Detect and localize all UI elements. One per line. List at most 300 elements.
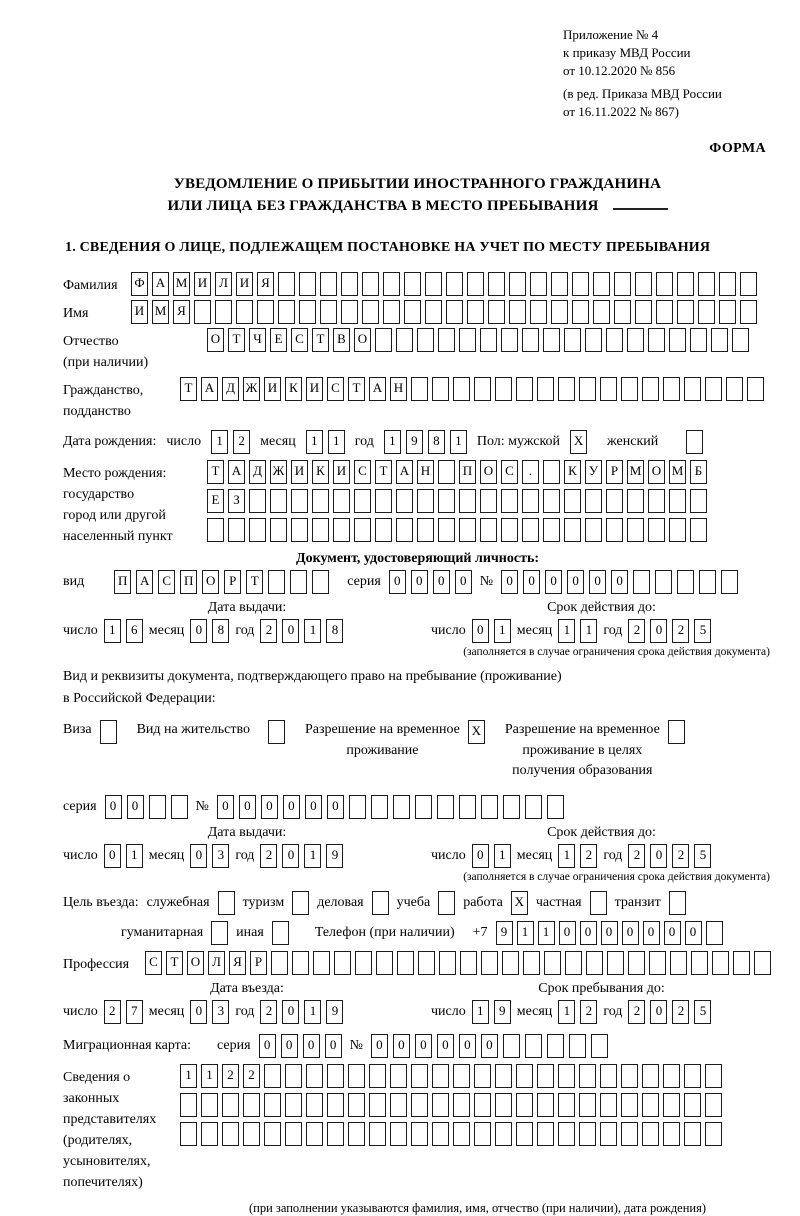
- char-cell[interactable]: 0: [282, 619, 299, 643]
- char-cell[interactable]: [558, 377, 575, 401]
- char-cell[interactable]: [432, 1093, 449, 1117]
- char-cell[interactable]: 2: [260, 844, 277, 868]
- char-cell[interactable]: [390, 1064, 407, 1088]
- char-cell[interactable]: [327, 1064, 344, 1088]
- char-cell[interactable]: [480, 489, 497, 513]
- char-cell[interactable]: 0: [415, 1034, 432, 1058]
- char-cell[interactable]: 2: [104, 1000, 121, 1024]
- char-cell[interactable]: [530, 272, 547, 296]
- char-cell[interactable]: Т: [166, 951, 183, 975]
- char-cell[interactable]: [686, 430, 703, 454]
- char-cell[interactable]: Д: [222, 377, 239, 401]
- char-cell[interactable]: О: [480, 460, 497, 484]
- char-cell[interactable]: [642, 1093, 659, 1117]
- char-cell[interactable]: [488, 272, 505, 296]
- char-cell[interactable]: [228, 518, 245, 542]
- char-cell[interactable]: [509, 300, 526, 324]
- char-cell[interactable]: [705, 1093, 722, 1117]
- char-cell[interactable]: О: [207, 328, 224, 352]
- char-cell[interactable]: 1: [384, 430, 401, 454]
- char-cell[interactable]: [327, 1122, 344, 1146]
- char-cell[interactable]: [333, 489, 350, 513]
- char-cell[interactable]: [648, 489, 665, 513]
- char-cell[interactable]: И: [194, 272, 211, 296]
- char-cell[interactable]: [397, 951, 414, 975]
- char-cell[interactable]: М: [173, 272, 190, 296]
- char-cell[interactable]: [371, 795, 388, 819]
- char-cell[interactable]: 1: [304, 844, 321, 868]
- char-cell[interactable]: [522, 489, 539, 513]
- char-cell[interactable]: [669, 891, 686, 915]
- char-cell[interactable]: [698, 300, 715, 324]
- char-cell[interactable]: [642, 377, 659, 401]
- char-cell[interactable]: [459, 795, 476, 819]
- char-cell[interactable]: [585, 328, 602, 352]
- char-cell[interactable]: К: [312, 460, 329, 484]
- char-cell[interactable]: 0: [327, 795, 344, 819]
- char-cell[interactable]: [417, 328, 434, 352]
- char-cell[interactable]: [390, 1093, 407, 1117]
- char-cell[interactable]: 1: [306, 430, 323, 454]
- char-cell[interactable]: К: [564, 460, 581, 484]
- char-cell[interactable]: П: [180, 570, 197, 594]
- char-cell[interactable]: 2: [628, 1000, 645, 1024]
- char-cell[interactable]: М: [627, 460, 644, 484]
- char-cell[interactable]: 2: [222, 1064, 239, 1088]
- char-cell[interactable]: [180, 1093, 197, 1117]
- char-cell[interactable]: [635, 300, 652, 324]
- char-cell[interactable]: Е: [207, 489, 224, 513]
- char-cell[interactable]: [543, 489, 560, 513]
- char-cell[interactable]: П: [459, 460, 476, 484]
- char-cell[interactable]: [691, 951, 708, 975]
- char-cell[interactable]: [243, 1093, 260, 1117]
- char-cell[interactable]: 0: [481, 1034, 498, 1058]
- char-cell[interactable]: 0: [259, 1034, 276, 1058]
- char-cell[interactable]: [719, 300, 736, 324]
- char-cell[interactable]: [677, 570, 694, 594]
- char-cell[interactable]: [621, 377, 638, 401]
- char-cell[interactable]: [446, 300, 463, 324]
- char-cell[interactable]: [354, 518, 371, 542]
- char-cell[interactable]: [747, 377, 764, 401]
- char-cell[interactable]: [525, 795, 542, 819]
- char-cell[interactable]: [600, 1064, 617, 1088]
- char-cell[interactable]: [503, 1034, 520, 1058]
- char-cell[interactable]: [516, 377, 533, 401]
- char-cell[interactable]: 1: [328, 430, 345, 454]
- char-cell[interactable]: 1: [580, 619, 597, 643]
- char-cell[interactable]: [564, 518, 581, 542]
- char-cell[interactable]: [564, 489, 581, 513]
- char-cell[interactable]: [355, 951, 372, 975]
- char-cell[interactable]: 0: [281, 1034, 298, 1058]
- char-cell[interactable]: [705, 377, 722, 401]
- char-cell[interactable]: [614, 300, 631, 324]
- char-cell[interactable]: [677, 300, 694, 324]
- char-cell[interactable]: 9: [496, 921, 513, 945]
- char-cell[interactable]: [495, 1064, 512, 1088]
- char-cell[interactable]: 1: [494, 844, 511, 868]
- char-cell[interactable]: [278, 300, 295, 324]
- char-cell[interactable]: [649, 951, 666, 975]
- char-cell[interactable]: Т: [228, 328, 245, 352]
- char-cell[interactable]: 0: [305, 795, 322, 819]
- char-cell[interactable]: [415, 795, 432, 819]
- char-cell[interactable]: [320, 272, 337, 296]
- char-cell[interactable]: М: [669, 460, 686, 484]
- char-cell[interactable]: [264, 1093, 281, 1117]
- char-cell[interactable]: X: [468, 720, 485, 744]
- char-cell[interactable]: [501, 518, 518, 542]
- char-cell[interactable]: И: [306, 377, 323, 401]
- char-cell[interactable]: [690, 489, 707, 513]
- char-cell[interactable]: [312, 518, 329, 542]
- char-cell[interactable]: 0: [567, 570, 584, 594]
- char-cell[interactable]: О: [187, 951, 204, 975]
- char-cell[interactable]: Т: [180, 377, 197, 401]
- char-cell[interactable]: [467, 272, 484, 296]
- char-cell[interactable]: А: [201, 377, 218, 401]
- char-cell[interactable]: 0: [664, 921, 681, 945]
- char-cell[interactable]: О: [202, 570, 219, 594]
- char-cell[interactable]: [333, 518, 350, 542]
- char-cell[interactable]: [396, 489, 413, 513]
- char-cell[interactable]: 0: [393, 1034, 410, 1058]
- char-cell[interactable]: О: [354, 328, 371, 352]
- char-cell[interactable]: 0: [371, 1034, 388, 1058]
- char-cell[interactable]: [404, 272, 421, 296]
- char-cell[interactable]: [285, 1064, 302, 1088]
- char-cell[interactable]: [459, 518, 476, 542]
- char-cell[interactable]: [501, 489, 518, 513]
- char-cell[interactable]: [593, 300, 610, 324]
- char-cell[interactable]: [417, 518, 434, 542]
- char-cell[interactable]: Я: [229, 951, 246, 975]
- char-cell[interactable]: [537, 1122, 554, 1146]
- char-cell[interactable]: [292, 951, 309, 975]
- char-cell[interactable]: [712, 951, 729, 975]
- char-cell[interactable]: Я: [257, 272, 274, 296]
- char-cell[interactable]: [249, 518, 266, 542]
- char-cell[interactable]: [207, 518, 224, 542]
- char-cell[interactable]: [453, 377, 470, 401]
- char-cell[interactable]: 1: [472, 1000, 489, 1024]
- char-cell[interactable]: А: [396, 460, 413, 484]
- char-cell[interactable]: С: [158, 570, 175, 594]
- char-cell[interactable]: [299, 272, 316, 296]
- char-cell[interactable]: С: [145, 951, 162, 975]
- char-cell[interactable]: [600, 1093, 617, 1117]
- char-cell[interactable]: В: [333, 328, 350, 352]
- char-cell[interactable]: X: [570, 430, 587, 454]
- char-cell[interactable]: [201, 1093, 218, 1117]
- char-cell[interactable]: 0: [455, 570, 472, 594]
- char-cell[interactable]: 5: [694, 619, 711, 643]
- char-cell[interactable]: [375, 518, 392, 542]
- char-cell[interactable]: [547, 795, 564, 819]
- char-cell[interactable]: 0: [545, 570, 562, 594]
- char-cell[interactable]: [437, 795, 454, 819]
- char-cell[interactable]: [579, 1093, 596, 1117]
- char-cell[interactable]: [635, 272, 652, 296]
- char-cell[interactable]: [516, 1093, 533, 1117]
- char-cell[interactable]: [271, 951, 288, 975]
- char-cell[interactable]: 0: [283, 795, 300, 819]
- char-cell[interactable]: 0: [282, 1000, 299, 1024]
- char-cell[interactable]: [149, 795, 166, 819]
- char-cell[interactable]: [711, 328, 728, 352]
- char-cell[interactable]: [690, 518, 707, 542]
- char-cell[interactable]: 0: [580, 921, 597, 945]
- char-cell[interactable]: [411, 1093, 428, 1117]
- char-cell[interactable]: 9: [406, 430, 423, 454]
- char-cell[interactable]: [572, 272, 589, 296]
- char-cell[interactable]: [438, 518, 455, 542]
- char-cell[interactable]: [627, 518, 644, 542]
- char-cell[interactable]: 0: [190, 1000, 207, 1024]
- char-cell[interactable]: [543, 328, 560, 352]
- char-cell[interactable]: [721, 570, 738, 594]
- char-cell[interactable]: [677, 272, 694, 296]
- char-cell[interactable]: [341, 300, 358, 324]
- char-cell[interactable]: [270, 489, 287, 513]
- char-cell[interactable]: [705, 1122, 722, 1146]
- char-cell[interactable]: [585, 518, 602, 542]
- char-cell[interactable]: [375, 489, 392, 513]
- char-cell[interactable]: [480, 328, 497, 352]
- char-cell[interactable]: [614, 272, 631, 296]
- char-cell[interactable]: [523, 951, 540, 975]
- char-cell[interactable]: 0: [104, 844, 121, 868]
- char-cell[interactable]: 8: [212, 619, 229, 643]
- char-cell[interactable]: 0: [411, 570, 428, 594]
- char-cell[interactable]: [509, 272, 526, 296]
- char-cell[interactable]: 2: [580, 844, 597, 868]
- char-cell[interactable]: [418, 951, 435, 975]
- char-cell[interactable]: [732, 328, 749, 352]
- char-cell[interactable]: .: [522, 460, 539, 484]
- char-cell[interactable]: [606, 489, 623, 513]
- char-cell[interactable]: [655, 570, 672, 594]
- char-cell[interactable]: [383, 300, 400, 324]
- char-cell[interactable]: 1: [201, 1064, 218, 1088]
- char-cell[interactable]: [383, 272, 400, 296]
- char-cell[interactable]: Ч: [249, 328, 266, 352]
- char-cell[interactable]: И: [264, 377, 281, 401]
- char-cell[interactable]: [396, 518, 413, 542]
- char-cell[interactable]: [446, 272, 463, 296]
- char-cell[interactable]: [327, 1093, 344, 1117]
- char-cell[interactable]: [547, 1034, 564, 1058]
- char-cell[interactable]: [369, 1122, 386, 1146]
- char-cell[interactable]: [270, 518, 287, 542]
- char-cell[interactable]: И: [236, 272, 253, 296]
- char-cell[interactable]: [474, 1064, 491, 1088]
- char-cell[interactable]: 2: [260, 619, 277, 643]
- char-cell[interactable]: 1: [304, 1000, 321, 1024]
- char-cell[interactable]: [642, 1064, 659, 1088]
- char-cell[interactable]: 0: [601, 921, 618, 945]
- char-cell[interactable]: [670, 951, 687, 975]
- char-cell[interactable]: 0: [643, 921, 660, 945]
- char-cell[interactable]: [503, 795, 520, 819]
- char-cell[interactable]: [291, 518, 308, 542]
- char-cell[interactable]: 1: [558, 844, 575, 868]
- char-cell[interactable]: 0: [105, 795, 122, 819]
- char-cell[interactable]: [474, 1093, 491, 1117]
- char-cell[interactable]: Р: [224, 570, 241, 594]
- char-cell[interactable]: Л: [208, 951, 225, 975]
- char-cell[interactable]: [495, 1122, 512, 1146]
- char-cell[interactable]: [606, 518, 623, 542]
- char-cell[interactable]: 0: [282, 844, 299, 868]
- char-cell[interactable]: 2: [672, 844, 689, 868]
- char-cell[interactable]: [474, 377, 491, 401]
- char-cell[interactable]: [313, 951, 330, 975]
- char-cell[interactable]: 1: [304, 619, 321, 643]
- char-cell[interactable]: [362, 272, 379, 296]
- char-cell[interactable]: 0: [389, 570, 406, 594]
- char-cell[interactable]: 2: [580, 1000, 597, 1024]
- char-cell[interactable]: С: [291, 328, 308, 352]
- char-cell[interactable]: 2: [233, 430, 250, 454]
- char-cell[interactable]: У: [585, 460, 602, 484]
- char-cell[interactable]: [502, 951, 519, 975]
- char-cell[interactable]: 0: [523, 570, 540, 594]
- char-cell[interactable]: С: [501, 460, 518, 484]
- char-cell[interactable]: [481, 795, 498, 819]
- char-cell[interactable]: [579, 1122, 596, 1146]
- char-cell[interactable]: [579, 377, 596, 401]
- char-cell[interactable]: [439, 951, 456, 975]
- char-cell[interactable]: [425, 272, 442, 296]
- char-cell[interactable]: [417, 489, 434, 513]
- char-cell[interactable]: [593, 272, 610, 296]
- char-cell[interactable]: [656, 272, 673, 296]
- char-cell[interactable]: [278, 272, 295, 296]
- char-cell[interactable]: 8: [326, 619, 343, 643]
- char-cell[interactable]: 0: [433, 570, 450, 594]
- char-cell[interactable]: 0: [459, 1034, 476, 1058]
- char-cell[interactable]: [537, 1064, 554, 1088]
- char-cell[interactable]: 0: [611, 570, 628, 594]
- char-cell[interactable]: [627, 328, 644, 352]
- char-cell[interactable]: С: [354, 460, 371, 484]
- char-cell[interactable]: [565, 951, 582, 975]
- char-cell[interactable]: [268, 570, 285, 594]
- char-cell[interactable]: 2: [628, 619, 645, 643]
- char-cell[interactable]: 1: [558, 619, 575, 643]
- char-cell[interactable]: Н: [417, 460, 434, 484]
- char-cell[interactable]: [684, 1122, 701, 1146]
- char-cell[interactable]: [306, 1122, 323, 1146]
- char-cell[interactable]: [390, 1122, 407, 1146]
- char-cell[interactable]: [663, 1093, 680, 1117]
- char-cell[interactable]: 0: [217, 795, 234, 819]
- char-cell[interactable]: [600, 377, 617, 401]
- char-cell[interactable]: [320, 300, 337, 324]
- char-cell[interactable]: [740, 300, 757, 324]
- char-cell[interactable]: [558, 1122, 575, 1146]
- char-cell[interactable]: [334, 951, 351, 975]
- char-cell[interactable]: [312, 489, 329, 513]
- char-cell[interactable]: 1: [558, 1000, 575, 1024]
- char-cell[interactable]: [684, 1064, 701, 1088]
- char-cell[interactable]: 0: [472, 619, 489, 643]
- char-cell[interactable]: [312, 570, 329, 594]
- char-cell[interactable]: [600, 1122, 617, 1146]
- char-cell[interactable]: Р: [606, 460, 623, 484]
- char-cell[interactable]: [348, 1093, 365, 1117]
- char-cell[interactable]: 2: [672, 1000, 689, 1024]
- char-cell[interactable]: [607, 951, 624, 975]
- char-cell[interactable]: [569, 1034, 586, 1058]
- char-cell[interactable]: Я: [173, 300, 190, 324]
- char-cell[interactable]: [621, 1064, 638, 1088]
- char-cell[interactable]: 0: [650, 1000, 667, 1024]
- char-cell[interactable]: Б: [690, 460, 707, 484]
- char-cell[interactable]: [194, 300, 211, 324]
- char-cell[interactable]: Т: [375, 460, 392, 484]
- char-cell[interactable]: [551, 272, 568, 296]
- char-cell[interactable]: 6: [126, 619, 143, 643]
- char-cell[interactable]: 1: [104, 619, 121, 643]
- char-cell[interactable]: [628, 951, 645, 975]
- char-cell[interactable]: А: [369, 377, 386, 401]
- char-cell[interactable]: [642, 1122, 659, 1146]
- char-cell[interactable]: [719, 272, 736, 296]
- char-cell[interactable]: [669, 489, 686, 513]
- char-cell[interactable]: 2: [243, 1064, 260, 1088]
- char-cell[interactable]: Д: [249, 460, 266, 484]
- char-cell[interactable]: [648, 518, 665, 542]
- char-cell[interactable]: [669, 518, 686, 542]
- char-cell[interactable]: [348, 1122, 365, 1146]
- char-cell[interactable]: [488, 300, 505, 324]
- char-cell[interactable]: 9: [326, 844, 343, 868]
- char-cell[interactable]: [656, 300, 673, 324]
- char-cell[interactable]: [537, 377, 554, 401]
- char-cell[interactable]: [516, 1122, 533, 1146]
- char-cell[interactable]: Ж: [270, 460, 287, 484]
- char-cell[interactable]: [438, 328, 455, 352]
- char-cell[interactable]: [236, 300, 253, 324]
- char-cell[interactable]: 2: [672, 619, 689, 643]
- char-cell[interactable]: [633, 570, 650, 594]
- char-cell[interactable]: [222, 1093, 239, 1117]
- char-cell[interactable]: 0: [303, 1034, 320, 1058]
- char-cell[interactable]: [495, 377, 512, 401]
- char-cell[interactable]: [669, 328, 686, 352]
- char-cell[interactable]: 9: [326, 1000, 343, 1024]
- char-cell[interactable]: [668, 720, 685, 744]
- char-cell[interactable]: [411, 377, 428, 401]
- char-cell[interactable]: [411, 1122, 428, 1146]
- char-cell[interactable]: Т: [207, 460, 224, 484]
- char-cell[interactable]: [201, 1122, 218, 1146]
- char-cell[interactable]: Ж: [243, 377, 260, 401]
- char-cell[interactable]: Т: [312, 328, 329, 352]
- char-cell[interactable]: 2: [628, 844, 645, 868]
- char-cell[interactable]: [369, 1093, 386, 1117]
- char-cell[interactable]: [621, 1122, 638, 1146]
- char-cell[interactable]: [558, 1093, 575, 1117]
- char-cell[interactable]: [348, 1064, 365, 1088]
- char-cell[interactable]: 0: [190, 619, 207, 643]
- char-cell[interactable]: 0: [622, 921, 639, 945]
- char-cell[interactable]: [306, 1093, 323, 1117]
